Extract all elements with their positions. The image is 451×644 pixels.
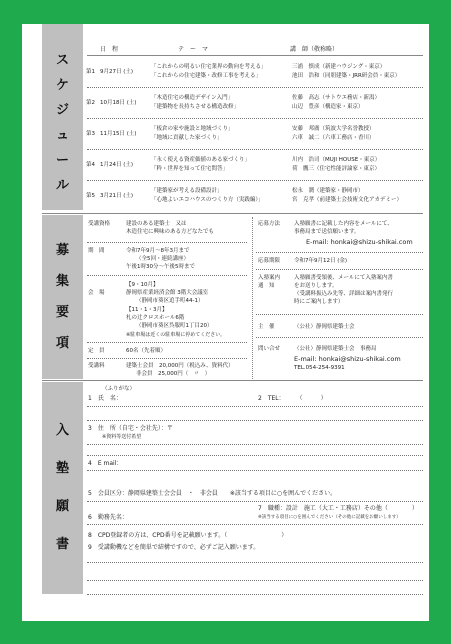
recruit-value: 非会員 25,000円（ 〃 ） bbox=[136, 371, 211, 377]
recruit-value: 札の辻クロスホール6階 bbox=[126, 315, 185, 321]
recruit-value: （静岡市葵区追手町44-1） bbox=[136, 298, 204, 304]
recruit-value: （全5回・連続講座） bbox=[136, 256, 189, 262]
row-divider bbox=[87, 149, 423, 150]
schedule-date: 11月15日 (土) bbox=[100, 131, 137, 137]
schedule-theme: 「地域に貢献した家づくり」 bbox=[151, 135, 223, 141]
header-divider bbox=[87, 55, 423, 56]
schedule-header-lecturer: 講 師（敬称略） bbox=[290, 46, 339, 53]
recruit-value: 午後1時30分～午後5時まで bbox=[126, 264, 195, 270]
schedule-no: 第4 bbox=[86, 162, 95, 168]
motivation-field[interactable] bbox=[87, 562, 423, 563]
application-section-title: 入 塾 願 書 bbox=[55, 423, 69, 552]
section-divider bbox=[42, 213, 423, 214]
motivation-field[interactable] bbox=[87, 594, 423, 595]
employer-field[interactable] bbox=[87, 524, 423, 525]
schedule-no: 第2 bbox=[86, 100, 95, 106]
schedule-date: 10月18日 (土) bbox=[100, 100, 137, 106]
recruit-value: 建築士会員 20,000円（税込み、資料代） bbox=[126, 363, 234, 369]
tel-field-label: 2 TEL： （ ） bbox=[258, 395, 327, 402]
recruit-label: 応募方法 bbox=[258, 221, 281, 227]
row-divider bbox=[256, 252, 423, 253]
schedule-header-date: 日 程 bbox=[100, 46, 119, 53]
occupation-note: ※該当する項目に○を囲んでください（その他に記載をお願いします） bbox=[258, 515, 401, 520]
recruit-label: 受講資格 bbox=[88, 221, 111, 227]
row-divider bbox=[87, 118, 423, 119]
cpd-field-label[interactable]: 8 CPD登録者の方は、CPD番号を記載願います。（ ） bbox=[88, 532, 288, 539]
schedule-header-theme: テ ー マ bbox=[178, 46, 209, 53]
recruit-value: 静岡県産業経済会館 3階大会議室 bbox=[126, 290, 209, 296]
recruit-value: 事務局まで送信願います。 bbox=[294, 229, 360, 235]
schedule-theme: 「これからの住宅建築・改修工事を考える」 bbox=[151, 73, 262, 79]
row-divider bbox=[87, 180, 423, 181]
schedule-lecturer: 安藤 邦廣（筑波大学名誉教授） bbox=[292, 126, 375, 132]
recruit-label: 会 場 bbox=[88, 290, 105, 296]
schedule-theme: 「建築家が考える設備設計」 bbox=[151, 188, 223, 194]
row-divider bbox=[256, 337, 423, 338]
email-field[interactable] bbox=[87, 470, 423, 471]
schedule-theme: 「心地よいエコハウスのつくり方（実践編）」 bbox=[151, 197, 264, 203]
schedule-theme: 「これからの明るい住宅業界の動向を考える」 bbox=[151, 64, 267, 70]
schedule-no: 第5 bbox=[86, 193, 95, 199]
recruit-section-title: 募 集 要 項 bbox=[55, 243, 69, 351]
recruit-label: 問い合せ bbox=[258, 346, 281, 352]
row-divider bbox=[87, 455, 423, 456]
schedule-lecturer: 宮 克孝（前建築士会技術文化アカデミー） bbox=[292, 197, 402, 203]
schedule-lecturer: 川内 浩司（MUJI HOUSE・東京） bbox=[292, 157, 381, 163]
row-divider bbox=[87, 420, 423, 421]
row-divider bbox=[87, 275, 247, 276]
contact-tel: TEL.054-254-9391 bbox=[294, 365, 345, 371]
recruit-value: （静岡市葵区呉服町1丁目20） bbox=[136, 323, 213, 329]
recruit-label: 主 催 bbox=[258, 324, 275, 330]
schedule-theme: 「粋・世界を知って住宅問答」 bbox=[151, 166, 229, 172]
column-divider bbox=[252, 217, 253, 379]
schedule-lecturer: 六車 誠二（六車工務店・香川） bbox=[292, 135, 375, 141]
recruit-label: 応募期限 bbox=[258, 258, 281, 264]
furigana-label: （ふりがな） bbox=[102, 386, 136, 392]
row-divider bbox=[87, 342, 247, 343]
schedule-lecturer: 松永 潤（建築家・静岡市） bbox=[292, 188, 364, 194]
schedule-section-title: ス ケ ジ ュ ー ル bbox=[55, 53, 69, 193]
row-divider bbox=[87, 501, 423, 502]
recruit-label: 受講料 bbox=[88, 363, 105, 369]
recruit-section-tab bbox=[42, 215, 83, 379]
row-divider bbox=[87, 358, 247, 359]
occupation-field-label[interactable]: 7 職種：設計 施工（大工・工務店）その他（ ） bbox=[258, 505, 418, 512]
recruit-value: 建設のある建築士 又は bbox=[126, 221, 187, 227]
recruit-label: 通 知 bbox=[258, 283, 275, 289]
recruit-value: 入塾願書に記載した内容をメールにて、 bbox=[294, 221, 393, 227]
application-form bbox=[22, 24, 429, 621]
recruit-value: 令和7年9月12日 (金) bbox=[294, 258, 348, 264]
schedule-no: 第1 bbox=[86, 69, 95, 75]
schedule-lecturer: 佐藤 高志（サトウエ務店・新潟） bbox=[292, 95, 381, 101]
schedule-no: 第3 bbox=[86, 131, 95, 137]
recruit-value: 入塾願書受領後、メールにて入塾案内書 bbox=[294, 275, 393, 281]
recruit-label: 定 員 bbox=[88, 348, 105, 354]
address-field[interactable] bbox=[87, 444, 423, 445]
motivation-field[interactable] bbox=[87, 580, 423, 581]
name-field[interactable] bbox=[87, 406, 423, 407]
schedule-lecturer: 三浦 慎成（新建ハウジング・東京） bbox=[292, 64, 386, 70]
recruit-value: ※駐車場は近くの駐車場に停めてください。 bbox=[126, 332, 226, 338]
schedule-theme: 「永く使える資産価値のある家づくり」 bbox=[151, 157, 251, 163]
schedule-theme: 「木造住宅の構造デザイン入門」 bbox=[151, 95, 234, 101]
contact-email[interactable]: E-mail: honkai@shizu-shikai.com bbox=[306, 238, 413, 246]
recruit-value: 60名（先着順） bbox=[126, 348, 166, 354]
address-field-label: 3 住 所（自宅・会社先）：〒 bbox=[88, 425, 173, 432]
recruit-value: 【9・10月】 bbox=[126, 282, 159, 288]
schedule-date: 1月24日 (土) bbox=[100, 162, 134, 168]
membership-field-label[interactable]: 5 会員区分：静岡県建築士会会員 ・ 非会員 ※該当する項目に○を囲んでください。 bbox=[88, 490, 337, 497]
recruit-value: 令和7年9月～8年3月まで bbox=[126, 248, 190, 254]
motivation-field-label: 9 受講動機などを簡単で結構ですので、必ずご記入願います。 bbox=[88, 544, 260, 551]
section-divider bbox=[42, 380, 423, 381]
recruit-label: 入塾案内 bbox=[258, 275, 281, 281]
row-divider bbox=[87, 242, 247, 243]
recruit-value: （公社）静岡県建築士会 bbox=[294, 324, 355, 330]
schedule-lecturer: 荷 鷹三（住宅性能評論家・東京） bbox=[292, 166, 381, 172]
row-divider bbox=[87, 87, 423, 88]
schedule-theme: 「板倉の家や施設と地域づくり」 bbox=[151, 126, 234, 132]
row-divider bbox=[256, 269, 423, 270]
recruit-value: 木造住宅に興味のある方どなたでも bbox=[126, 229, 215, 235]
name-field-label: 1 氏 名： bbox=[88, 395, 122, 402]
recruit-value: 【11・1・3月】 bbox=[126, 307, 168, 313]
schedule-lecturer: 山辺 豊彦（構造家・東京） bbox=[292, 104, 364, 110]
schedule-theme: 「建築物を長持ちさせる構造改修」 bbox=[151, 104, 240, 110]
recruit-value: （受講料振込み先等、詳細は案内書発行 bbox=[294, 291, 394, 297]
schedule-lecturer: 池田 浩和（同朋建築・JRR研会員・東京） bbox=[292, 73, 401, 79]
recruit-value: をお送りします。 bbox=[294, 283, 338, 289]
schedule-section-tab bbox=[42, 24, 83, 210]
row-divider bbox=[256, 314, 423, 315]
recruit-label: 期 間 bbox=[88, 248, 105, 254]
application-section-tab bbox=[42, 382, 83, 594]
schedule-date: 3月21日 (土) bbox=[100, 193, 134, 199]
address-note: ※資料等送付希望 bbox=[102, 434, 142, 440]
schedule-date: 9月27日 (土) bbox=[100, 69, 134, 75]
recruit-value: 時にご案内します） bbox=[294, 299, 344, 305]
recruit-value: （公社）静岡県建築士会 事務局 bbox=[294, 346, 377, 352]
contact-email[interactable]: E-mail: honkai@shizu-shikai.com bbox=[294, 355, 401, 363]
email-field-label: 4 E mail： bbox=[88, 460, 123, 467]
employer-field-label: 6 勤務先名： bbox=[88, 514, 128, 521]
